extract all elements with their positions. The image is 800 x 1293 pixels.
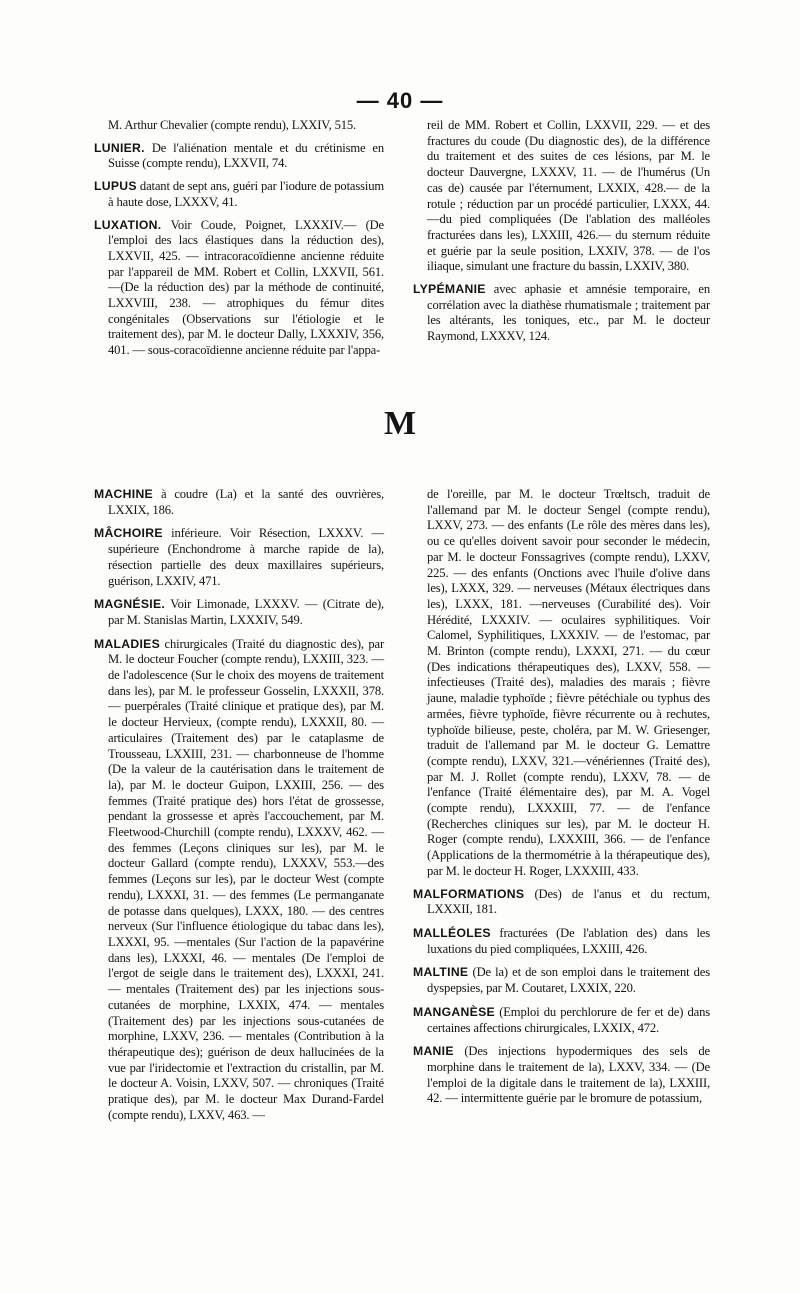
index-entry xyxy=(413,1005,710,1036)
index-entry xyxy=(413,887,710,918)
index-entry xyxy=(94,637,384,1124)
entry-headword: LUNIER. xyxy=(94,140,145,155)
index-entry xyxy=(94,526,384,589)
entry-headword: LUXATION. xyxy=(94,217,162,232)
index-entry xyxy=(413,1044,710,1107)
entry-text: reil de MM. Robert et Collin, LXXVII, 229. — et des fractures du coude (Du diagnostic des), de la différence du traitement et des suites de ces lésions, par M. le docteur Dauvergne, LXXXV, 11. — de l'humérus (Un cas de) causée par l'éternument, LXXIX, 428.— de la rotule ; réduction par un procédé particulier, LXXX, 44.—du pied compliquées (De l'ablation des malléoles fracturées dans les), LXXIII, 426.— du sternum réduite et guérie par la seule position, LXXIV, 378. — de l'os iliaque, simulant une fracture du bassin, LXXIV, 380. xyxy=(427,118,710,274)
entry-headword: MAGNÉSIE. xyxy=(94,597,166,612)
column-top-right xyxy=(413,118,710,352)
index-entry xyxy=(413,487,710,880)
index-entry xyxy=(94,118,384,134)
entry-headword: MALADIES xyxy=(94,636,161,651)
entry-text: inférieure. Voir Résection, LXXXV. — supérieure (Enchondrome à marche rapide de la), résection partielle des deux maxillaires supérieurs, guérison, LXXIV, 471. xyxy=(108,526,384,588)
page-number: — 40 — xyxy=(356,88,444,113)
entry-text: chirurgicales (Traité du diagnostic des), par M. le docteur Foucher (compte rendu), LXXIII, 323. — de l'adolescence (Sur le choix des moyens de traitement dans les), par M. le professeur Gosselin, LXXXII, 378. — puerpérales (Traité clinique et pratique des), par M. le docteur Hervieux, (compte rendu), LXXXII, 80. — articulaires (Traitement des) par le cataplasme de Trousseau, LXXIII, 231. — charbonneuse de l'homme (De la valeur de la cautérisation dans le traitement de la), par M. le docteur Guipon, LXXIII, 256. — des femmes (Traité pratique des) hors l'état de grossesse, pendant la grossesse et après l'accouchement, par M. Fleetwood-Churchill (compte rendu), LXXXV, 462. — des femmes (Leçons cliniques sur les), par M. le docteur Gallard (compte rendu), LXXXV, 553.—des femmes (Leçons sur les), par le docteur West (compte rendu), LXXXI, 31. — des femmes (Le permanganate de potasse dans quelques), LXXX, 180. — des centres nerveux (Sur l'influence étiologique du tabac dans les), LXXXI, 95. —mentales (Sur l'action de la papavérine dans les), LXXXI, 46. — mentales (De l'emploi de l'ergot de seigle dans le traitement des), LXXXI, 241. — mentales (Traitement des) par les injections sous-cutanées de morphine, LXXIX, 474. — mentales (Traitement des) par les injections sous-cutanées de morphine, LXXV, 236. — mentales (Contribution à la thérapeutique des); guérison de deux hallucinées de la vue par l'iridectomie et l'extraction du cristallin, par M. le docteur A. Voisin, LXXV, 507. — chroniques (Traité pratique des), par M. le docteur Max Durand-Fardel (compte rendu), LXXV, 463. — xyxy=(108,636,385,1122)
entry-headword: MALFORMATIONS xyxy=(413,886,525,901)
entry-text: Voir Limonade, LXXXV. — (Citrate de), par M. Stanislas Martin, LXXXIV, 549. xyxy=(108,597,384,627)
entry-text: fracturées (De l'ablation des) dans les luxations du pied compliquées, LXXIII, 426. xyxy=(427,925,710,956)
index-entry xyxy=(413,282,710,345)
column-bottom-right xyxy=(413,487,710,1115)
index-entry xyxy=(413,965,710,996)
index-entry xyxy=(94,218,384,359)
section-letter: M xyxy=(383,405,417,442)
entry-text: (Emploi du perchlorure de fer et de) dans certaines affections chirurgicales, LXXIX, 472. xyxy=(427,1004,711,1035)
entry-text: avec aphasie et amnésie temporaire, en corrélation avec la diathèse rhumatismale ; traitement par les altérants, les toniques, etc., par M. le docteur Raymond, LXXXV, 124. xyxy=(427,282,710,344)
index-entry xyxy=(94,487,384,518)
entry-headword: MÂCHOIRE xyxy=(94,526,163,541)
index-entry xyxy=(413,118,710,275)
column-bottom-left xyxy=(94,487,384,1131)
entry-headword: MANIE xyxy=(413,1044,454,1059)
entry-text: de l'oreille, par M. le docteur Trœltsch, traduit de l'allemand par M. le docteur Sengel (compte rendu), LXXV, 273. — des enfants (Le rôle des mères dans les), ou ce qu'elles doivent savoir pour seconder le médecin, par M. le docteur Fonssagrives (compte rendu), LXXV, 225. — des enfants (Onctions avec l'huile d'olive dans les), LXXX, 329. — nerveuses (Métaux électriques dans les), LXXX, 181. —nerveuses (Curabilité des). Voir Hérédité, LXXXIV. — oculaires syphilitiques. Voir Calomel, Syphilitiques, LXXXIV. — de l'estomac, par M. Brinton (compte rendu), LXXXI, 271. — du cœur (Des indications thérapeutiques des), LXXV, 558. — infectieuses (Traité des), maladies des marais ; fièvre jaune, maladie typhoïde ; fièvre pétéchiale ou typhus des armées, fièvre typhoïde, fièvre récurrente ou à rechutes, typhoïde bilieuse, peste, choléra, par M. W. Griesenger, traduit de l'allemand par M. le docteur G. Lemattre (compte rendu), LXXV, 321.—vénériennes (Traité des), par M. J. Rollet (compte rendu), LXXV, 78. — de l'enfance (Traité élémentaire des), par M. A. Vogel (compte rendu), LXXXIII, 77. — de l'enfance (Recherches cliniques sur les), par M. le docteur H. Roger (compte rendu), LXXXIII, 366. — de l'enfance (Applications de la thermométrie à la thérapeutique des), par M. le docteur H. Roger, LXXXIII, 433. xyxy=(427,487,710,878)
index-entry xyxy=(413,926,710,957)
entry-headword: MALLÉOLES xyxy=(413,925,491,940)
entry-text: à coudre (La) et la santé des ouvrières, LXXIX, 186. xyxy=(108,487,384,517)
index-entry xyxy=(94,179,384,210)
entry-headword: MANGANÈSE xyxy=(413,1004,495,1019)
entry-text: (Des) de l'anus et du rectum, LXXXII, 181. xyxy=(427,886,711,917)
column-top-left xyxy=(94,118,384,366)
entry-text: datant de sept ans, guéri par l'iodure de potassium à haute dose, LXXXV, 41. xyxy=(108,179,385,209)
entry-text: De l'aliénation mentale et du crétinisme en Suisse (compte rendu), LXXVII, 74. xyxy=(108,140,385,171)
entry-headword: LYPÉMANIE xyxy=(413,282,486,297)
index-entry xyxy=(94,597,384,628)
entry-text: M. Arthur Chevalier (compte rendu), LXXIV, 515. xyxy=(108,118,357,132)
index-entry xyxy=(94,141,384,172)
entry-headword: LUPUS xyxy=(94,179,137,194)
entry-text: (Des injections hypodermiques des sels de morphine dans le traitement de la), LXXV, 334. — (De l'emploi de la digitale dans le traitement de la), LXXIII, 42. — intermittente guérie par le bromure de potassium, xyxy=(427,1044,710,1106)
entry-text: (De la) et de son emploi dans le traitement des dyspepsies, par M. Coutaret, LXXIX, 220. xyxy=(427,965,710,996)
entry-text: Voir Coude, Poignet, LXXXIV.— (De l'emploi des lacs élastiques dans la réduction des), LXXVII, 425. — intracoracoïdienne ancienne réduite par l'appareil de MM. Robert et Collin, LXXVII, 561. —(De la réduction des) par la méthode de continuité, LXXVIII, 238. — atrophiques du fémur dites congénitales (Observations sur l'étiologie et le traitement des), par M. le docteur Dally, LXXXIV, 356, 401. — sous-coracoïdienne ancienne réduite par l'appa- xyxy=(108,217,384,358)
entry-headword: MALTINE xyxy=(413,965,469,980)
entry-headword: MACHINE xyxy=(94,487,153,501)
